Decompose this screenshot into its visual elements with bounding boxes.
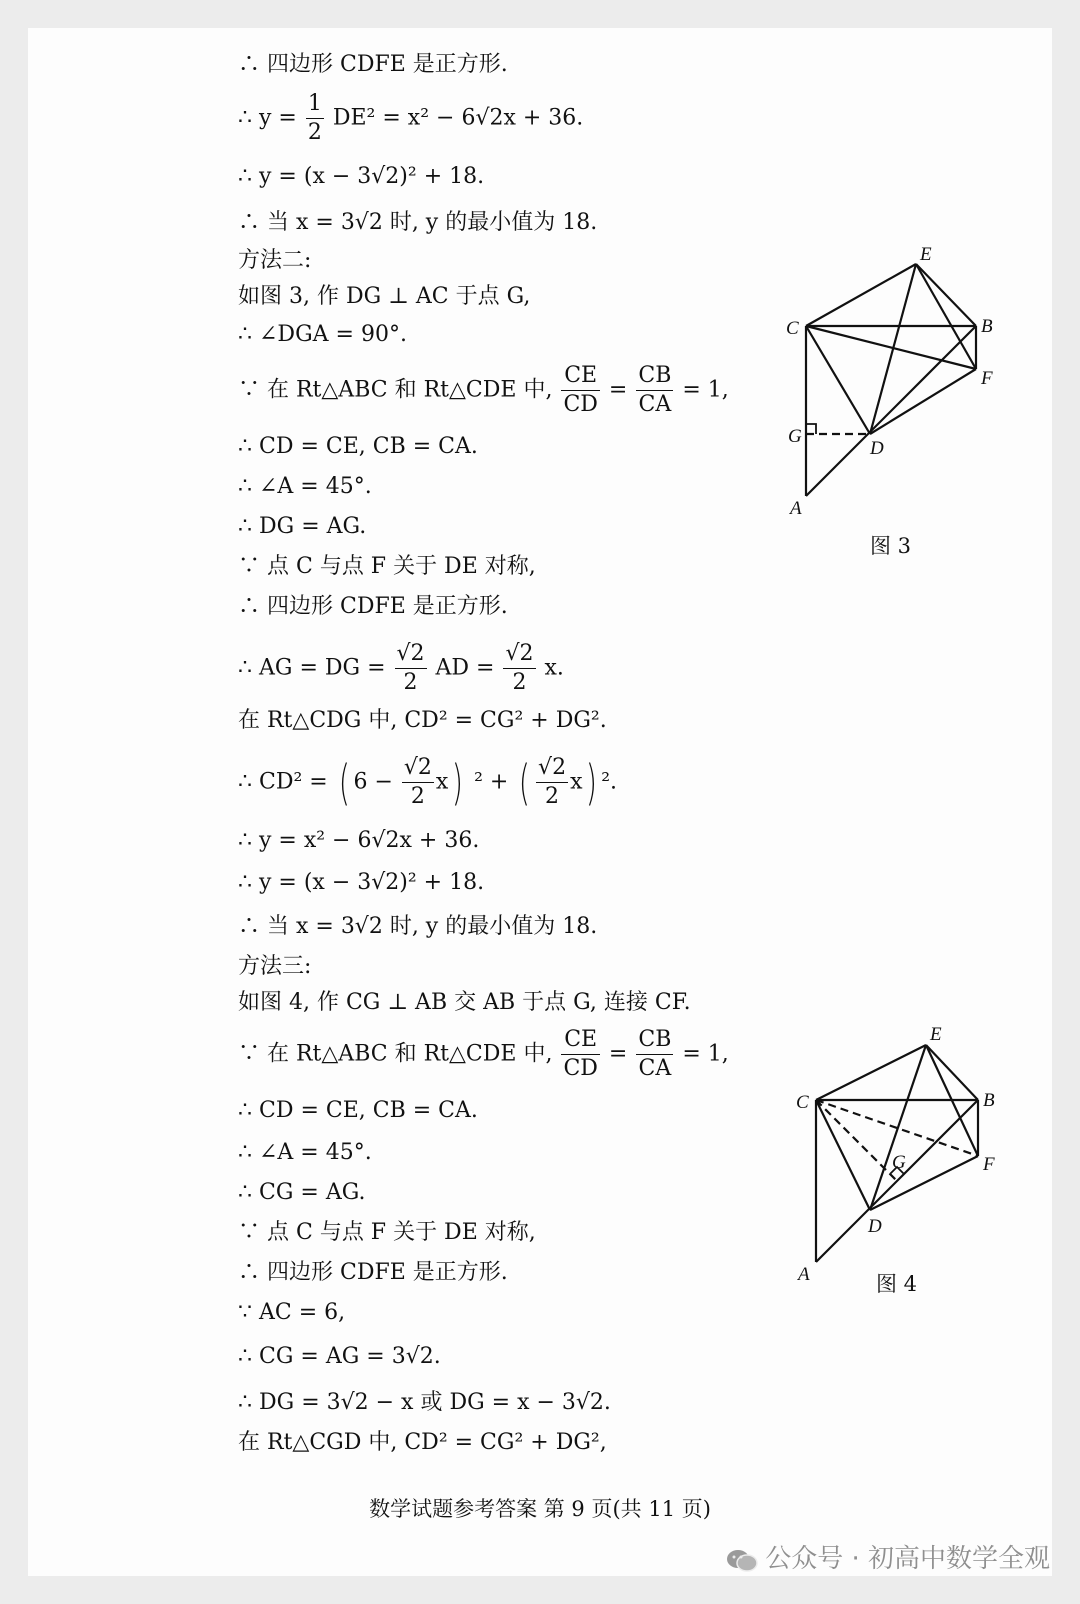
text-line: ∴ CD = CE, CB = CA.	[238, 1098, 478, 1123]
fraction	[503, 640, 535, 697]
formula-part: ∴ AG = DG =	[238, 655, 386, 681]
segment-ce	[806, 264, 916, 326]
text-line: ∴ 四边形 CDFE 是正方形.	[238, 594, 508, 619]
formula-part: =	[608, 377, 628, 403]
segment-eb	[926, 1045, 978, 1100]
formula-line: ∴ y = (x − 3√2)² + 18.	[238, 164, 485, 189]
method-heading: 方法二:	[238, 248, 312, 273]
formula-part: x	[435, 769, 449, 795]
formula-part: ∴ y =	[238, 105, 297, 131]
label-a: A	[798, 1264, 810, 1285]
figure-3-caption: 图 3	[870, 534, 912, 558]
text-line: ∴ CG = AG = 3√2.	[238, 1344, 441, 1369]
formula-part: x.	[544, 655, 564, 681]
formula-part: ∴ CD² =	[238, 769, 328, 795]
text-line: ∴ ∠A = 45°.	[238, 1140, 372, 1165]
denominator: CD	[563, 392, 598, 417]
numerator: CB	[636, 362, 673, 391]
text-line: ∴ CG = AG.	[238, 1180, 366, 1205]
text-line: ∴ DG = AG.	[238, 514, 367, 539]
formula-part: ∵ 在 Rt△ABC 和 Rt△CDE 中,	[238, 1041, 553, 1067]
text-line: 在 Rt△CDG 中, CD² = CG² + DG².	[238, 708, 607, 733]
formula-line	[238, 754, 617, 811]
method-heading: 方法三:	[238, 954, 312, 979]
watermark-text: 公众号 · 初高中数学全观	[765, 1544, 1050, 1574]
right-angle-mark	[806, 424, 816, 434]
text-line: 在 Rt△CGD 中, CD² = CG² + DG²,	[238, 1430, 607, 1455]
formula-part: x − 3√2	[312, 164, 400, 189]
formula-part: AD =	[435, 655, 495, 681]
figure-4-caption: 图 4	[876, 1272, 918, 1296]
segment-cd	[816, 1100, 870, 1210]
text-line: 如图 4, 作 CG ⊥ AB 交 AB 于点 G, 连接 CF.	[238, 990, 691, 1015]
label-g: G	[788, 426, 802, 447]
text-line: ∴ ∠DGA = 90°.	[238, 322, 407, 347]
label-b: B	[981, 316, 993, 337]
answer-sheet-page	[28, 28, 1052, 1576]
label-e: E	[920, 244, 932, 265]
formula-part: =	[608, 1041, 628, 1067]
text-line: ∴ CD = CE, CB = CA.	[238, 434, 478, 459]
numerator: CE	[561, 362, 599, 391]
left-paren: (	[338, 754, 350, 811]
label-d: D	[868, 1216, 882, 1237]
left-paren: (	[519, 754, 531, 811]
denominator: 2	[410, 784, 425, 809]
text-line: 如图 3, 作 DG ⊥ AC 于点 G,	[238, 284, 531, 309]
formula-line	[238, 640, 564, 697]
formula-part: 6 −	[353, 769, 393, 795]
label-d: D	[870, 438, 884, 459]
numerator: CB	[636, 1026, 673, 1055]
segment-cg-dashed	[816, 1100, 897, 1181]
label-f: F	[981, 368, 993, 389]
formula-part: = 1,	[682, 377, 729, 403]
formula-line	[238, 1026, 729, 1083]
formula-line	[238, 90, 583, 147]
numerator: √2	[395, 640, 427, 669]
denominator: CA	[638, 392, 672, 417]
text-line: ∵ 点 C 与点 F 关于 DE 对称,	[238, 554, 536, 579]
segment-cf	[806, 326, 976, 369]
denominator: 2	[403, 670, 418, 695]
fraction	[561, 1026, 599, 1083]
text-line: ∴ 当 x = 3√2 时, y 的最小值为 18.	[238, 914, 598, 939]
numerator: √2	[503, 640, 535, 669]
denominator: 2	[545, 784, 560, 809]
denominator: 2	[307, 120, 322, 145]
text-line: ∵ 点 C 与点 F 关于 DE 对称,	[238, 1220, 536, 1245]
text-line: ∴ ∠A = 45°.	[238, 474, 372, 499]
text-line: ∴ DG = 3√2 − x 或 DG = x − 3√2.	[238, 1390, 611, 1415]
formula-line	[238, 362, 729, 419]
segment-ab	[806, 326, 976, 496]
text-line: ∴ y = x² − 6√2x + 36.	[238, 828, 480, 853]
formula-part: ² +	[474, 769, 509, 795]
right-paren: )	[452, 754, 464, 811]
formula-part: ² + 18.	[407, 164, 485, 189]
denominator: 2	[512, 670, 527, 695]
segment-cd	[806, 326, 870, 434]
text-line: ∴ 四边形 CDFE 是正方形.	[238, 52, 508, 77]
formula-part: DE² = x² − 6√2x + 36.	[332, 105, 584, 131]
page-footer: 数学试题参考答案 第 9 页(共 11 页)	[369, 1497, 711, 1521]
right-paren: )	[586, 754, 598, 811]
fraction	[636, 362, 673, 419]
label-a: A	[790, 498, 802, 519]
text-line: ∵ AC = 6,	[238, 1300, 346, 1325]
fraction	[402, 754, 434, 811]
label-c: C	[796, 1092, 809, 1113]
formula-part: x	[570, 769, 583, 795]
text-line: ∴ 四边形 CDFE 是正方形.	[238, 1260, 508, 1285]
fraction	[306, 90, 324, 147]
denominator: CA	[638, 1056, 672, 1081]
watermark	[725, 1538, 1050, 1575]
fraction	[536, 754, 568, 811]
label-f: F	[983, 1154, 995, 1175]
label-e: E	[930, 1024, 942, 1045]
label-b: B	[983, 1090, 995, 1111]
segment-ab	[816, 1100, 978, 1262]
denominator: CD	[563, 1056, 598, 1081]
fraction	[395, 640, 427, 697]
text-line: ∴ 当 x = 3√2 时, y 的最小值为 18.	[238, 210, 598, 235]
label-c: C	[786, 318, 799, 339]
fraction	[636, 1026, 673, 1083]
wechat-icon	[725, 1548, 759, 1572]
formula-part: ∵ 在 Rt△ABC 和 Rt△CDE 中,	[238, 377, 553, 403]
text-line: ∴ y = (x − 3√2)² + 18.	[238, 870, 485, 895]
numerator: √2	[402, 754, 434, 783]
numerator: CE	[561, 1026, 599, 1055]
figure-3-diagram	[768, 246, 1018, 526]
formula-part: ∴ y =	[238, 164, 297, 189]
numerator: √2	[536, 754, 568, 783]
formula-part: ².	[601, 769, 618, 795]
fraction	[561, 362, 599, 419]
numerator: 1	[306, 90, 324, 119]
formula-part: = 1,	[682, 1041, 729, 1067]
label-g: G	[892, 1152, 906, 1173]
